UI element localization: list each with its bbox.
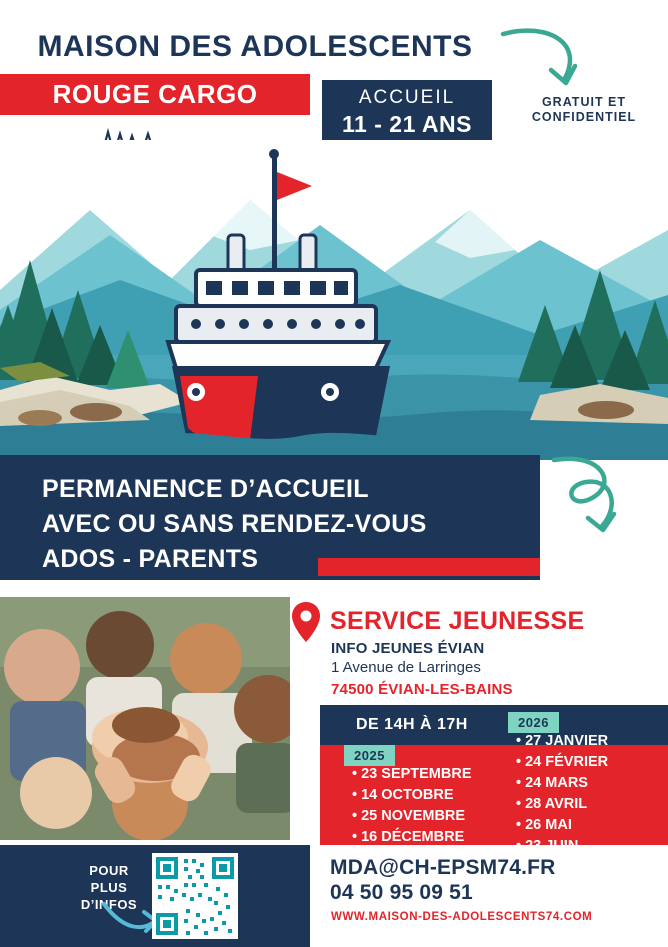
teamwork-photo xyxy=(0,597,290,840)
dates-list-2025 xyxy=(352,764,472,848)
boat-landscape-illustration xyxy=(0,140,668,460)
curved-arrow-icon xyxy=(100,898,160,938)
permanence-line1: PERMANENCE D’ACCUEIL xyxy=(42,475,369,503)
date-item: • 28 AVRIL xyxy=(516,794,608,815)
date-item: • 25 NOVEMBRE xyxy=(352,806,472,827)
year-badge-2026: 2026 xyxy=(508,712,559,733)
permanence-line3: ADOS - PARENTS xyxy=(42,545,259,573)
service-line2: 1 Avenue de Larringes xyxy=(331,659,481,676)
permanence-line2: AVEC OU SANS RENDEZ-VOUS xyxy=(42,510,427,538)
accueil-label: ACCUEIL xyxy=(358,87,456,108)
accueil-age: 11 - 21 ANS xyxy=(342,111,472,137)
website-link[interactable]: WWW.MAISON-DES-ADOLESCENTS74.COM xyxy=(331,911,593,923)
free-confidential-note xyxy=(500,95,668,125)
more-info-line2: PLUS D’INFOS xyxy=(80,880,138,912)
date-item: • 23 JUIN xyxy=(516,836,608,857)
email-text[interactable]: MDA@CH-EPSM74.FR xyxy=(330,856,556,879)
free-note-line1: GRATUIT ET xyxy=(541,95,627,109)
subtitle-text: ROUGE CARGO xyxy=(52,79,258,109)
date-item: • 14 OCTOBRE xyxy=(352,785,472,806)
qr-code[interactable] xyxy=(152,853,238,939)
hours-text: DE 14H À 17H xyxy=(356,716,468,733)
date-item: • 26 MAI xyxy=(516,815,608,836)
free-note-line2: CONFIDENTIEL xyxy=(531,110,637,124)
page-title: MAISON DES ADOLESCENTS xyxy=(37,30,473,63)
service-line3: 74500 ÉVIAN-LES-BAINS xyxy=(331,681,513,698)
subtitle-banner xyxy=(0,74,310,115)
service-title: SERVICE JEUNESSE xyxy=(330,607,585,635)
date-item: • 24 FÉVRIER xyxy=(516,752,608,773)
curved-arrow-icon xyxy=(540,450,630,540)
curved-arrow-icon xyxy=(495,26,595,96)
permanence-red-accent xyxy=(318,558,540,576)
dates-list-2026 xyxy=(516,731,608,857)
date-item: • 27 JANVIER xyxy=(516,731,608,752)
accueil-box xyxy=(322,80,492,140)
date-item: • 23 SEPTEMBRE xyxy=(352,764,472,785)
location-pin-icon xyxy=(290,600,322,644)
more-info-line1: POUR xyxy=(89,863,129,878)
hours-banner xyxy=(320,705,668,745)
phone-text[interactable]: 04 50 95 09 51 xyxy=(330,881,473,904)
service-line1: INFO JEUNES ÉVIAN xyxy=(331,640,485,657)
date-item: • 16 DÉCEMBRE xyxy=(352,827,472,848)
date-item: • 24 MARS xyxy=(516,773,608,794)
year-badge-2025: 2025 xyxy=(344,745,395,766)
